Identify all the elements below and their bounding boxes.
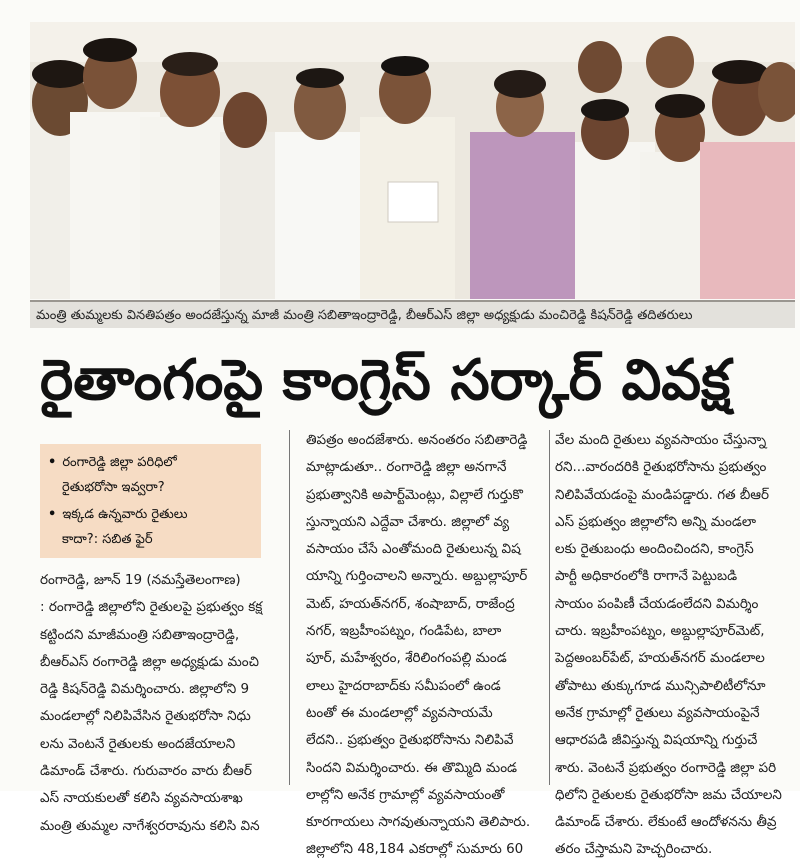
article-line: పెద్దఅంబర్‌పేట్, హయత్‌నగర్ మండలాల (555, 650, 765, 667)
article-column-1 (40, 567, 265, 840)
highlights-box (40, 444, 261, 558)
article-line: రెడ్డి కిషన్‌రెడ్డి విమర్శించారు. జిల్లాలోని 9 (40, 681, 250, 698)
article-line: ఆధారపడి జీవిస్తున్న విషయాన్ని గుర్తుచే (555, 732, 758, 749)
highlight-line: ఇక్కడ ఉన్నవారు రైతులు (62, 507, 188, 522)
article-line: నిలిపివేయడంపై మండిపడ్డారు. గత బీఆర్ (555, 486, 770, 503)
article-line: డిమాండ్ చేశారు. గురువారం వారు బీఆర్ (40, 763, 252, 780)
article-line: తోపాటు తుక్కుగూడ మున్సిపాలిటీలోనూ (555, 677, 766, 694)
highlight-item-continued (48, 475, 267, 500)
article-line: రని...వారందరికి రైతుభరోసాను ప్రభుత్వం (555, 459, 767, 476)
article-line: లాల్లోని అనేక గ్రామాల్లో వ్యవసాయంతో (306, 786, 505, 803)
article-line: ఎస్ ప్రభుత్వం జిల్లాలోని అన్ని మండలా (555, 513, 756, 530)
article-column-3 (555, 427, 792, 864)
article-line: కూరగాయలు సాగవుతున్నాయని తెలిపారు. (306, 814, 531, 831)
headline: రైతాంగంపై కాంగ్రెస్ సర్కార్ వివక్ష (40, 348, 731, 413)
article-line: ఎస్ నాయకులతో కలిసి వ్యవసాయశాఖ (40, 790, 243, 807)
article-line: స్తున్నాయని ఎద్దేవా చేశారు. జిల్లాలో వ్య (306, 513, 510, 530)
article-line: : రంగారెడ్డి జిల్లాలోని రైతులపై ప్రభుత్వం కక్ష (40, 599, 263, 616)
article-line: శారు. వెంటనే ప్రభుత్వం రంగారెడ్డి జిల్లా పరి (555, 759, 777, 776)
column-divider (289, 430, 290, 785)
highlight-item-continued (48, 527, 267, 552)
article-line: వసాయం చేసే ఎంతోమంది రైతులున్న విష (306, 541, 521, 558)
highlight-item (48, 502, 253, 527)
article-line: ప్రభుత్వానికి అపార్ట్‌మెంట్లు, విల్లాలే గుర్తుకొ (306, 486, 523, 503)
bullet-icon: • (48, 455, 57, 470)
article-line: మంత్రి తుమ్మల నాగేశ్వరరావును కలిసి విన (40, 817, 260, 834)
article-line: టంతో ఈ మండలాల్లో వ్యవసాయమే (306, 704, 493, 721)
article-line: లను వెంటనే రైతులకు అందజేయాలని (40, 735, 236, 752)
article-line: యాన్ని గుర్తించాలని అన్నారు. అబ్దుల్లాపూర్ (306, 568, 528, 585)
highlight-line: రంగారెడ్డి జిల్లా పరిధిలో (62, 455, 177, 470)
article-line: బీఆర్ఎస్ రంగారెడ్డి జిల్లా అధ్యక్షుడు మంచి (40, 653, 259, 670)
article-line: అనేక గ్రామాల్లో రైతులు వ్యవసాయంపైనే (555, 704, 760, 721)
article-line: తరం చేస్తామని హెచ్చరించారు. (555, 841, 713, 858)
article-line: లాలు హైదరాబాద్‌కు సమీపంలో ఉండ (306, 677, 501, 694)
highlight-line: రైతుభరోసా ఇవ్వరా? (62, 480, 165, 495)
article-line: కట్టిందని మాజీమంత్రి సబితాఇంద్రారెడ్డి, (40, 626, 240, 643)
article-line: తిపత్రం అందజేశారు. అనంతరం సబితారెడ్డి (306, 432, 528, 448)
article-line: జిల్లాలోని 48,184 ఎకరాల్లో సుమారు 60 (306, 841, 524, 858)
article-line: డిమాండ్ చేశారు. లేకుంటే ఆందోళనను తీవ్ర (555, 814, 777, 831)
article-column-2 (306, 427, 550, 864)
group-photo-illustration (30, 22, 795, 299)
article-line: లకు రైతుబంధు అందించిందని, కాంగ్రెస్ (555, 541, 754, 558)
article-line: పార్టీ అధికారంలోకి రాగానే పెట్టుబడి (555, 568, 738, 585)
bullet-icon: • (48, 507, 57, 522)
news-photo (30, 22, 795, 299)
article-line: మాట్లాడుతూ.. రంగారెడ్డి జిల్లా అనగానే (306, 459, 507, 476)
article-line: పూర్, మహేశ్వరం, శేరిలింగంపల్లి మండ (306, 650, 507, 667)
article-line: మెట్, హయత్‌నగర్, శంషాబాద్, రాజేంద్ర (306, 595, 515, 612)
article-line: వేల మంది రైతులు వ్యవసాయం చేస్తున్నా (555, 432, 767, 448)
article-line: ధిలోని రైతులకు రైతుభరోసా జమ చేయాలని (555, 786, 782, 803)
article-line: సాయం పంపిణీ చేయడంలేదని విమర్శిం (555, 595, 759, 612)
highlight-item (48, 450, 253, 475)
article-line: లేదని.. ప్రభుత్వం రైతుభరోసాను నిలిపివే (306, 732, 514, 749)
photo-caption: మంత్రి తుమ్మలకు వినతిపత్రం అందజేస్తున్న మాజీ మంత్రి సబితాఇంద్రారెడ్డి, బీఆర్ఎస్ జిల్లా అధ్యక్షుడు మంచిరెడ్డి కిషన్‌రెడ్డి తదితరులు (30, 300, 795, 328)
highlight-line: కాదా?: సబిత ఫైర్ (62, 532, 153, 547)
article-line: సిందని విమర్శించారు. ఈ తొమ్మిది మండ (306, 759, 518, 776)
article-line: మండలాల్లో నిలిపివేసిన రైతుభరోసా నిధు (40, 708, 251, 725)
article-line: చారు. ఇబ్రహీంపట్నం, అబ్దుల్లాపూర్‌మెట్, (555, 623, 765, 640)
article-line: నగర్, ఇబ్రహీంపట్నం, గండిపేట, బాలా (306, 623, 502, 640)
article-line: రంగారెడ్డి, జూన్ 19 (నమస్తేతెలంగాణ) (40, 572, 241, 588)
